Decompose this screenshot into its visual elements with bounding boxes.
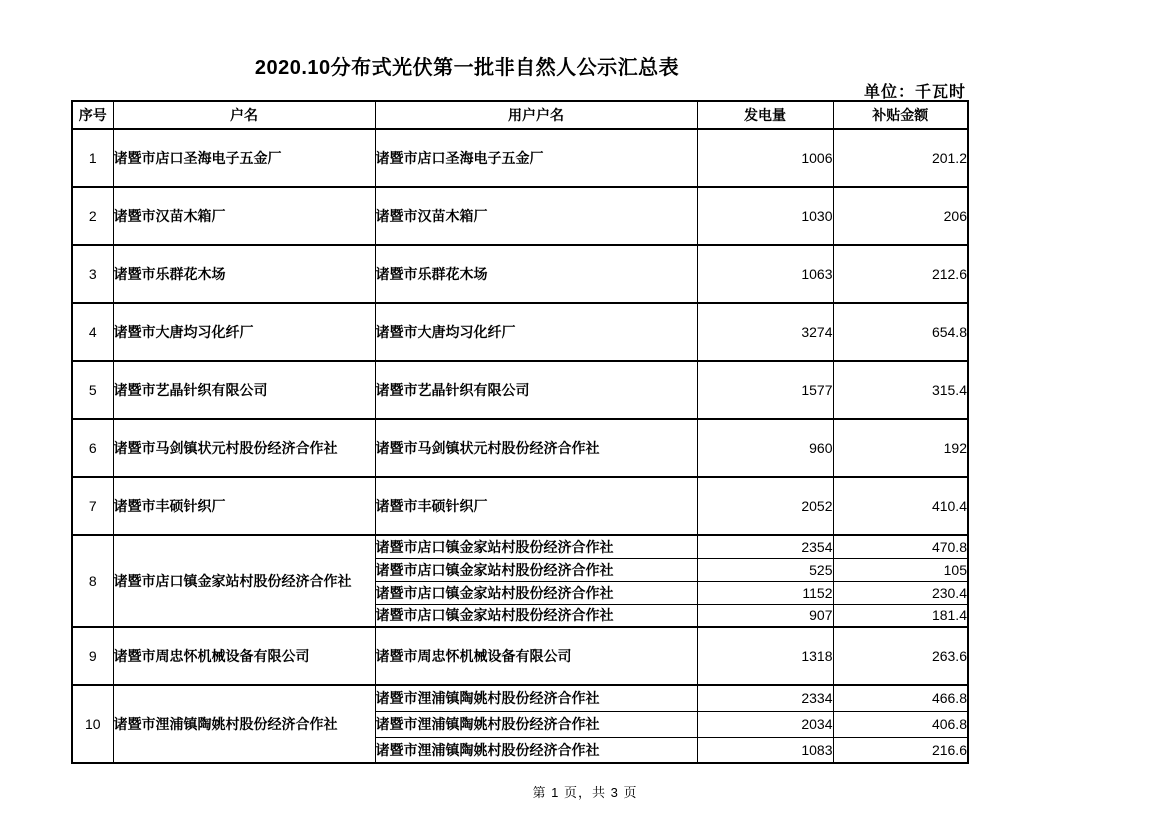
subsidy-cell: 654.8 [833, 303, 968, 361]
subsidy-cell: 410.4 [833, 477, 968, 535]
row-number-cell: 6 [72, 419, 113, 477]
generation-cell: 1063 [697, 245, 833, 303]
subsidy-cell: 315.4 [833, 361, 968, 419]
generation-cell: 3274 [697, 303, 833, 361]
account-name-cell: 诸暨市艺晶针织有限公司 [113, 361, 375, 419]
subsidy-cell: 201.2 [833, 129, 968, 187]
col-header-user: 用户户名 [375, 101, 697, 129]
account-name-cell: 诸暨市店口镇金家站村股份经济合作社 [113, 535, 375, 627]
generation-cell: 2034 [697, 711, 833, 737]
unit-label: 单位：千瓦时 [863, 84, 966, 101]
header-row [72, 101, 968, 129]
user-name-cell: 诸暨市乐群花木场 [375, 245, 697, 303]
account-name-cell: 诸暨市汉苗木箱厂 [113, 187, 375, 245]
generation-cell: 1577 [697, 361, 833, 419]
row-number-cell: 10 [72, 685, 113, 763]
table-row [72, 419, 968, 477]
subsidy-cell: 181.4 [833, 604, 968, 627]
generation-cell: 2334 [697, 685, 833, 711]
subsidy-cell: 406.8 [833, 711, 968, 737]
account-name-cell: 诸暨市大唐均习化纤厂 [113, 303, 375, 361]
account-name-cell: 诸暨市店口圣海电子五金厂 [113, 129, 375, 187]
row-number-cell: 1 [72, 129, 113, 187]
user-name-cell: 诸暨市周忠怀机械设备有限公司 [375, 627, 697, 685]
row-number-cell: 5 [72, 361, 113, 419]
row-number-cell: 4 [72, 303, 113, 361]
page-title: 2020.10分布式光伏第一批非自然人公示汇总表 [254, 57, 680, 79]
subsidy-cell: 192 [833, 419, 968, 477]
summary-table [71, 100, 969, 764]
account-name-cell: 诸暨市浬浦镇陶姚村股份经济合作社 [113, 685, 375, 763]
user-name-cell: 诸暨市浬浦镇陶姚村股份经济合作社 [375, 737, 697, 763]
generation-cell: 1083 [697, 737, 833, 763]
col-header-generation: 发电量 [697, 101, 833, 129]
col-header-subsidy: 补贴金额 [833, 101, 968, 129]
row-number-cell: 9 [72, 627, 113, 685]
user-name-cell: 诸暨市店口镇金家站村股份经济合作社 [375, 558, 697, 581]
user-name-cell: 诸暨市浬浦镇陶姚村股份经济合作社 [375, 711, 697, 737]
subsidy-cell: 105 [833, 558, 968, 581]
table-row [72, 477, 968, 535]
col-header-name: 户名 [113, 101, 375, 129]
subsidy-cell: 263.6 [833, 627, 968, 685]
table-row [72, 129, 968, 187]
user-name-cell: 诸暨市艺晶针织有限公司 [375, 361, 697, 419]
user-name-cell: 诸暨市马剑镇状元村股份经济合作社 [375, 419, 697, 477]
subsidy-cell: 466.8 [833, 685, 968, 711]
row-number-cell: 8 [72, 535, 113, 627]
table-row [72, 685, 968, 711]
row-number-cell: 2 [72, 187, 113, 245]
account-name-cell: 诸暨市丰硕针织厂 [113, 477, 375, 535]
table-row [72, 187, 968, 245]
user-name-cell: 诸暨市店口镇金家站村股份经济合作社 [375, 581, 697, 604]
generation-cell: 525 [697, 558, 833, 581]
generation-cell: 1030 [697, 187, 833, 245]
table-body [72, 129, 968, 763]
user-name-cell: 诸暨市浬浦镇陶姚村股份经济合作社 [375, 685, 697, 711]
subsidy-cell: 470.8 [833, 535, 968, 558]
account-name-cell: 诸暨市马剑镇状元村股份经济合作社 [113, 419, 375, 477]
generation-cell: 2354 [697, 535, 833, 558]
generation-cell: 960 [697, 419, 833, 477]
subsidy-cell: 212.6 [833, 245, 968, 303]
table-row [72, 303, 968, 361]
generation-cell: 2052 [697, 477, 833, 535]
account-name-cell: 诸暨市乐群花木场 [113, 245, 375, 303]
row-number-cell: 3 [72, 245, 113, 303]
generation-cell: 907 [697, 604, 833, 627]
table-row [72, 535, 968, 558]
user-name-cell: 诸暨市店口镇金家站村股份经济合作社 [375, 535, 697, 558]
row-number-cell: 7 [72, 477, 113, 535]
table-row [72, 361, 968, 419]
user-name-cell: 诸暨市汉苗木箱厂 [375, 187, 697, 245]
table-row [72, 245, 968, 303]
user-name-cell: 诸暨市大唐均习化纤厂 [375, 303, 697, 361]
page-footer: 第 1 页，共 3 页 [532, 785, 638, 800]
table-row [72, 627, 968, 685]
subsidy-cell: 230.4 [833, 581, 968, 604]
generation-cell: 1006 [697, 129, 833, 187]
user-name-cell: 诸暨市丰硕针织厂 [375, 477, 697, 535]
subsidy-cell: 206 [833, 187, 968, 245]
user-name-cell: 诸暨市店口镇金家站村股份经济合作社 [375, 604, 697, 627]
account-name-cell: 诸暨市周忠怀机械设备有限公司 [113, 627, 375, 685]
generation-cell: 1318 [697, 627, 833, 685]
col-header-no: 序号 [72, 101, 113, 129]
user-name-cell: 诸暨市店口圣海电子五金厂 [375, 129, 697, 187]
subsidy-cell: 216.6 [833, 737, 968, 763]
generation-cell: 1152 [697, 581, 833, 604]
